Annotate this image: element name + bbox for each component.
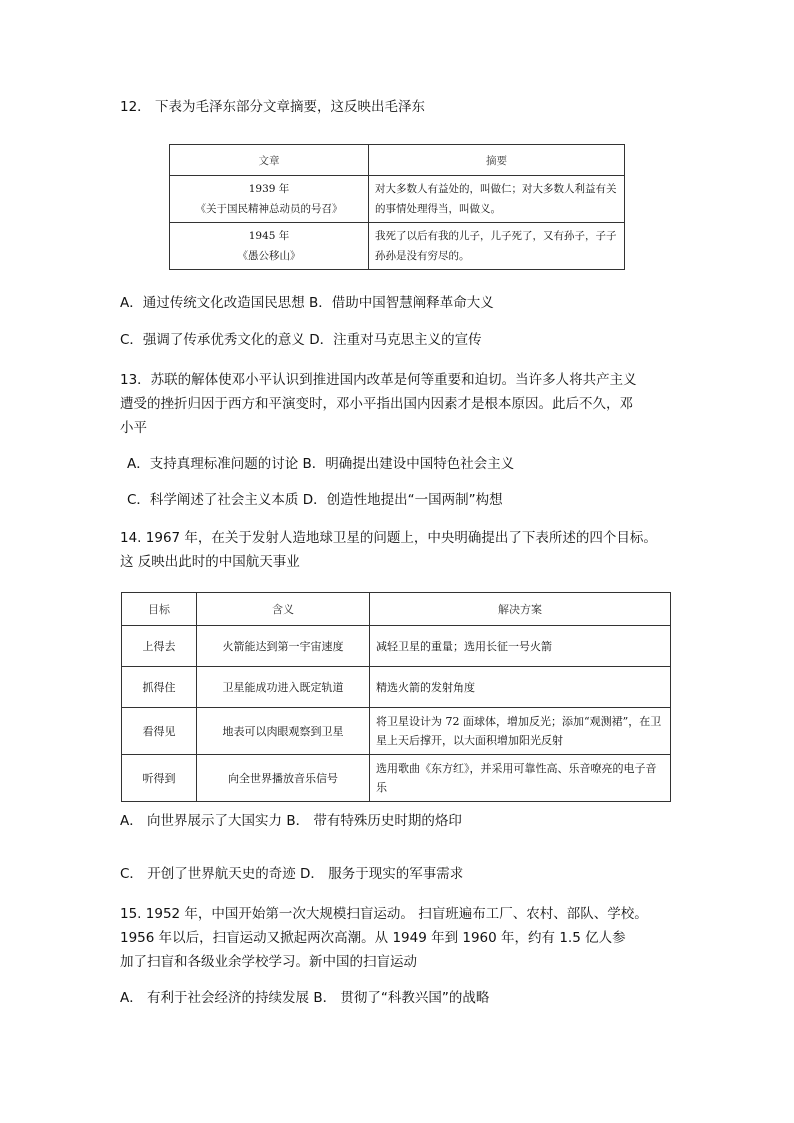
q15-stem-line2: 1956 年以后，扫盲运动又掀起两次高潮。从 1949 年到 1960 年，约有 1.5 亿人参 <box>120 930 626 946</box>
solution-cell: 精选火箭的发射角度 <box>370 667 671 708</box>
q14-options-ab: A． 向世界展示了大国实力 B． 带有特殊历史时期的烙印 <box>120 813 462 829</box>
table-row <box>122 667 671 708</box>
article-title: 《愚公移山》 <box>237 250 301 262</box>
table-header-solution: 解决方案 <box>370 593 671 626</box>
q12-table <box>169 144 625 270</box>
meaning-cell: 火箭能达到第一宇宙速度 <box>197 626 370 667</box>
q13-stem-line3: 小平 <box>120 420 147 436</box>
article-year: 1939 年 <box>248 183 290 195</box>
table-header-meaning: 含义 <box>197 593 370 626</box>
table-header-row <box>170 145 625 176</box>
goal-cell: 看得见 <box>122 708 197 755</box>
summary-cell: 我死了以后有我的儿子，儿子死了，又有孙子，子子孙孙是没有穷尽的。 <box>369 223 625 270</box>
solution-cell: 减轻卫星的重量；选用长征一号火箭 <box>370 626 671 667</box>
goal-cell: 听得到 <box>122 755 197 802</box>
q13-options-ab: A．支持真理标准问题的讨论 B．明确提出建设中国特色社会主义 <box>127 456 515 472</box>
goal-cell: 抓得住 <box>122 667 197 708</box>
table-header-goal: 目标 <box>122 593 197 626</box>
q15-stem-line1: 15. 1952 年，中国开始第一次大规模扫盲运动。 扫盲班遍布工厂、农村、部队、学校。 <box>120 906 648 922</box>
meaning-cell: 卫星能成功进入既定轨道 <box>197 667 370 708</box>
q12-options-ab: A．通过传统文化改造国民思想 B．借助中国智慧阐释革命大义 <box>120 295 494 311</box>
q15-options-ab: A． 有利于社会经济的持续发展 B． 贯彻了“科教兴国”的战略 <box>120 990 490 1006</box>
q14-table <box>121 592 671 802</box>
table-row <box>122 708 671 755</box>
q14-stem-line2: 这 反映出此时的中国航天事业 <box>120 554 300 570</box>
q14-options-cd: C． 开创了世界航天史的奇迹 D． 服务于现实的军事需求 <box>120 866 464 882</box>
table-header-article: 文章 <box>170 145 369 176</box>
solution-cell: 选用歌曲《东方红》，并采用可靠性高、乐音嘹亮的电子音乐 <box>370 755 671 802</box>
solution-cell: 将卫星设计为 72 面球体，增加反光；添加“观测裙”，在卫星上天后撑开，以大面积增加阳光反射 <box>370 708 671 755</box>
article-title: 《关于国民精神总动员的号召》 <box>195 203 343 215</box>
table-header-summary: 摘要 <box>369 145 625 176</box>
table-row <box>122 755 671 802</box>
goal-cell: 上得去 <box>122 626 197 667</box>
meaning-cell: 向全世界播放音乐信号 <box>197 755 370 802</box>
table-row <box>170 223 625 270</box>
article-year: 1945 年 <box>248 230 290 242</box>
meaning-cell: 地表可以肉眼观察到卫星 <box>197 708 370 755</box>
q15-stem-line3: 加了扫盲和各级业余学校学习。新中国的扫盲运动 <box>120 954 417 970</box>
table-row <box>122 626 671 667</box>
q13-stem-line2: 遭受的挫折归因于西方和平演变时，邓小平指出国内因素才是根本原因。此后不久，邓 <box>120 396 633 412</box>
q12-stem: 12． 下表为毛泽东部分文章摘要，这反映出毛泽东 <box>120 99 425 115</box>
q13-stem-line1: 13．苏联的解体使邓小平认识到推进国内改革是何等重要和迫切。当许多人将共产主义 <box>120 372 637 388</box>
summary-cell: 对大多数人有益处的，叫做仁；对大多数人利益有关的事情处理得当，叫做义。 <box>369 176 625 223</box>
article-cell <box>170 176 369 223</box>
q12-options-cd: C．强调了传承优秀文化的意义 D．注重对马克思主义的宣传 <box>120 332 482 348</box>
article-cell <box>170 223 369 270</box>
q13-options-cd: C．科学阐述了社会主义本质 D．创造性地提出“一国两制”构想 <box>127 492 503 508</box>
table-row <box>170 176 625 223</box>
table-header-row <box>122 593 671 626</box>
q14-stem-line1: 14. 1967 年，在关于发射人造地球卫星的问题上，中央明确提出了下表所述的四个目标。 <box>120 530 657 546</box>
